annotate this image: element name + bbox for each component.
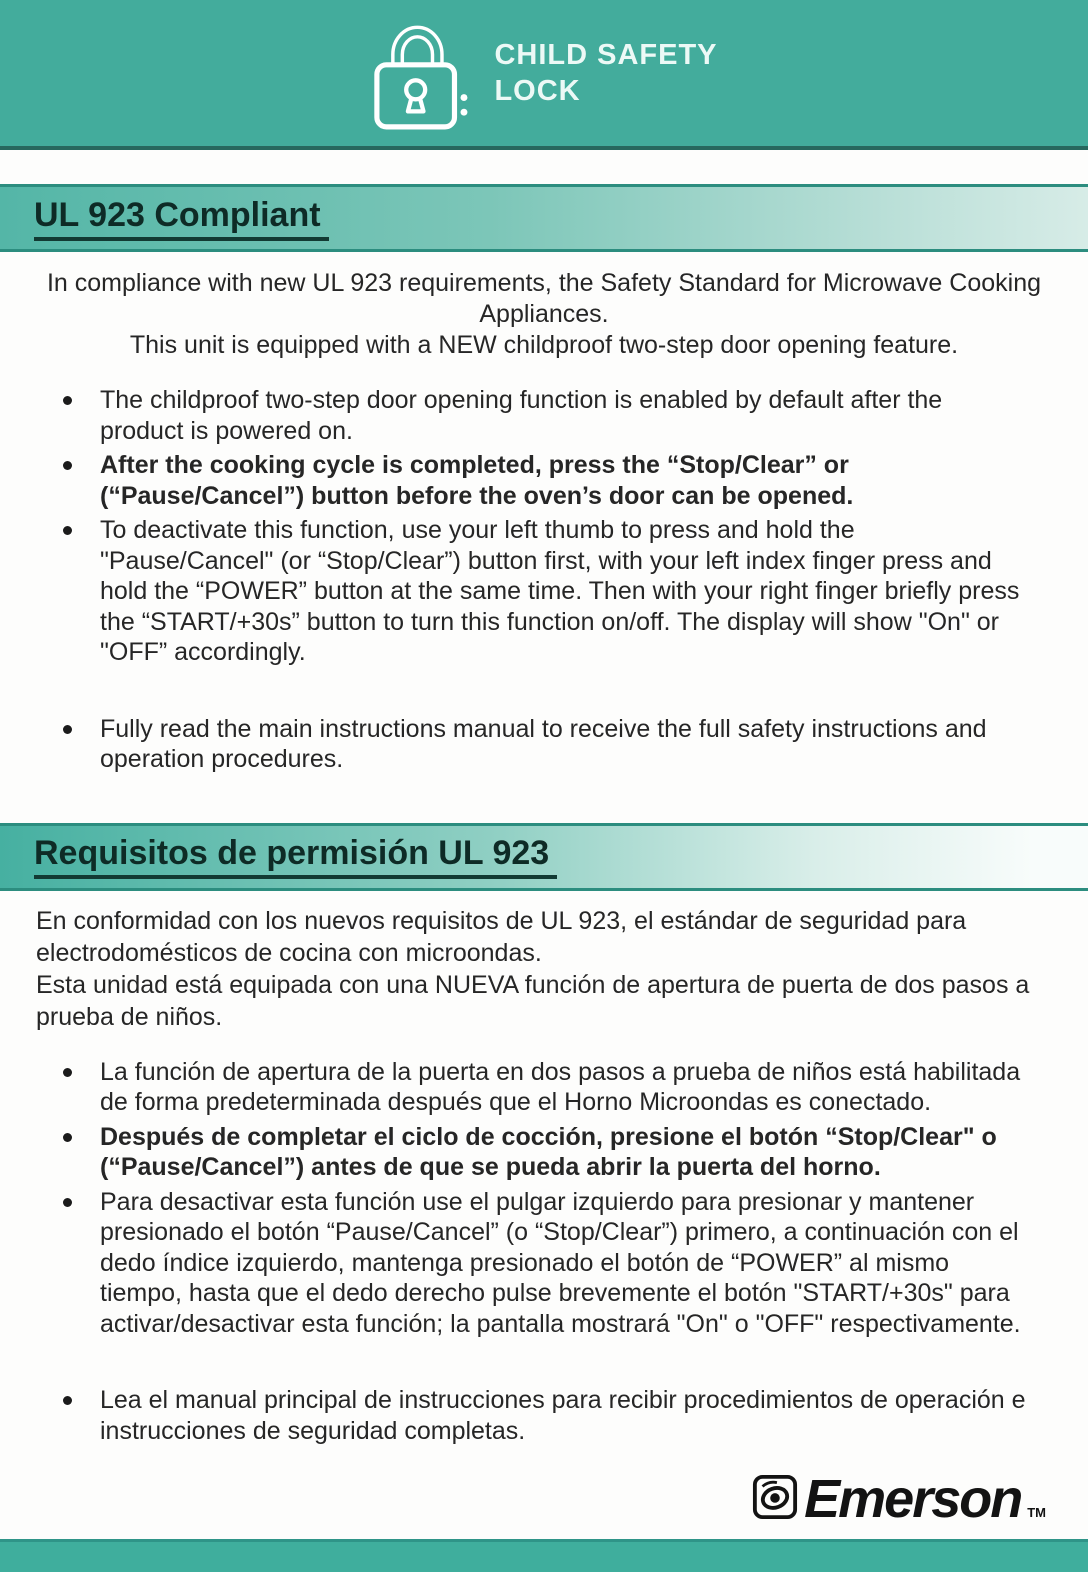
bullet-text: After the cooking cycle is completed, press the “Stop/Clear” or (“Pause/Cancel”) button before the oven’s door can be opened. (100, 451, 854, 510)
footer-bar (0, 1539, 1088, 1572)
section-band-spanish (0, 823, 1088, 891)
bullet-marker (63, 461, 72, 470)
bullet-marker (63, 526, 72, 535)
bullet-item (100, 385, 1030, 446)
bullet-text: Fully read the main instructions manual to receive the full safety instructions and operation procedures. (100, 714, 987, 773)
bullet-item (100, 515, 1030, 668)
bullet-item (100, 714, 1030, 775)
bullet-item (100, 1122, 1030, 1183)
english-bullet-list (0, 385, 1088, 775)
spanish-intro (36, 905, 1040, 1033)
bullet-marker (63, 1198, 72, 1207)
bullet-item (100, 1385, 1030, 1446)
bullet-marker (63, 1133, 72, 1142)
bullet-marker (63, 725, 72, 734)
bullet-marker (63, 1396, 72, 1405)
padlock-icon (370, 8, 470, 138)
bullet-text: Para desactivar esta función use el pulgar izquierdo para presionar y mantener presionado el botón “Pause/Cancel” (o “Stop/Clear”) primero, a continuación con el dedo índice izquierdo, mantenga presionado el botón de “POWER” al mismo tiempo, hasta que el dedo derecho pulse brevemente el botón "START/+30s" para activar/desactivar esta función; la pantalla mostrará "On" o "OFF" respectivamente. (100, 1187, 1021, 1338)
banner-title (494, 37, 717, 110)
bullet-text: The childproof two-step door opening function is enabled by default after the product is powered on. (100, 386, 943, 445)
english-intro-p2: This unit is equipped with a NEW childproof two-step door opening feature. (129, 331, 959, 359)
english-intro-p1: In compliance with new UL 923 requirements, the Safety Standard for Microwave Cooking Appliances. (46, 269, 1042, 328)
spanish-intro-p1: En conformidad con los nuevos requisitos de UL 923, el estándar de seguridad para electrodomésticos de cocina con microondas. (36, 906, 967, 967)
banner-title-line2: LOCK (494, 75, 581, 107)
bullet-text: Después de completar el ciclo de cocción, presione el botón “Stop/Clear" o (“Pause/Cancel”) antes de que se pueda abrir la puerta del horno. (100, 1122, 997, 1181)
bullet-marker (63, 396, 72, 405)
spanish-intro-p2: Esta unidad está equipada con una NUEVA función de apertura de puerta de dos pasos a prueba de niños. (36, 970, 1030, 1031)
bullet-item (100, 450, 1030, 511)
bullet-marker (63, 1068, 72, 1077)
emerson-logo-icon (752, 1474, 798, 1525)
spanish-bullet-list (0, 1057, 1088, 1447)
heading-ul923-compliant: UL 923 Compliant (34, 196, 329, 241)
bullet-item (100, 1057, 1030, 1118)
top-banner (0, 0, 1088, 150)
bullet-text: La función de apertura de la puerta en dos pasos a prueba de niños está habilitada de forma predeterminada después que el Horno Microondas es conectado. (100, 1057, 1021, 1116)
heading-requisitos-ul923: Requisitos de permisión UL 923 (34, 834, 557, 879)
bullet-text: Lea el manual principal de instrucciones para recibir procedimientos de operación e instrucciones de seguridad completas. (100, 1386, 1026, 1445)
emerson-logo (752, 1469, 1046, 1529)
banner-title-line1: CHILD SAFETY (494, 38, 718, 71)
emerson-wordmark: Emerson (804, 1469, 1022, 1529)
bullet-item (100, 1187, 1030, 1340)
trademark-symbol: TM (1027, 1505, 1046, 1520)
english-intro (40, 268, 1048, 361)
bullet-text: To deactivate this function, use your left thumb to press and hold the "Pause/Cancel" (or “Stop/Clear”) button first, with your left index finger press and hold the “POWER” button at the same time. Then with your right finger briefly press the “START/+30s” button to turn this function on/off. The display will show "On" or "OFF” accordingly. (100, 516, 1020, 666)
section-band-english (0, 184, 1088, 252)
